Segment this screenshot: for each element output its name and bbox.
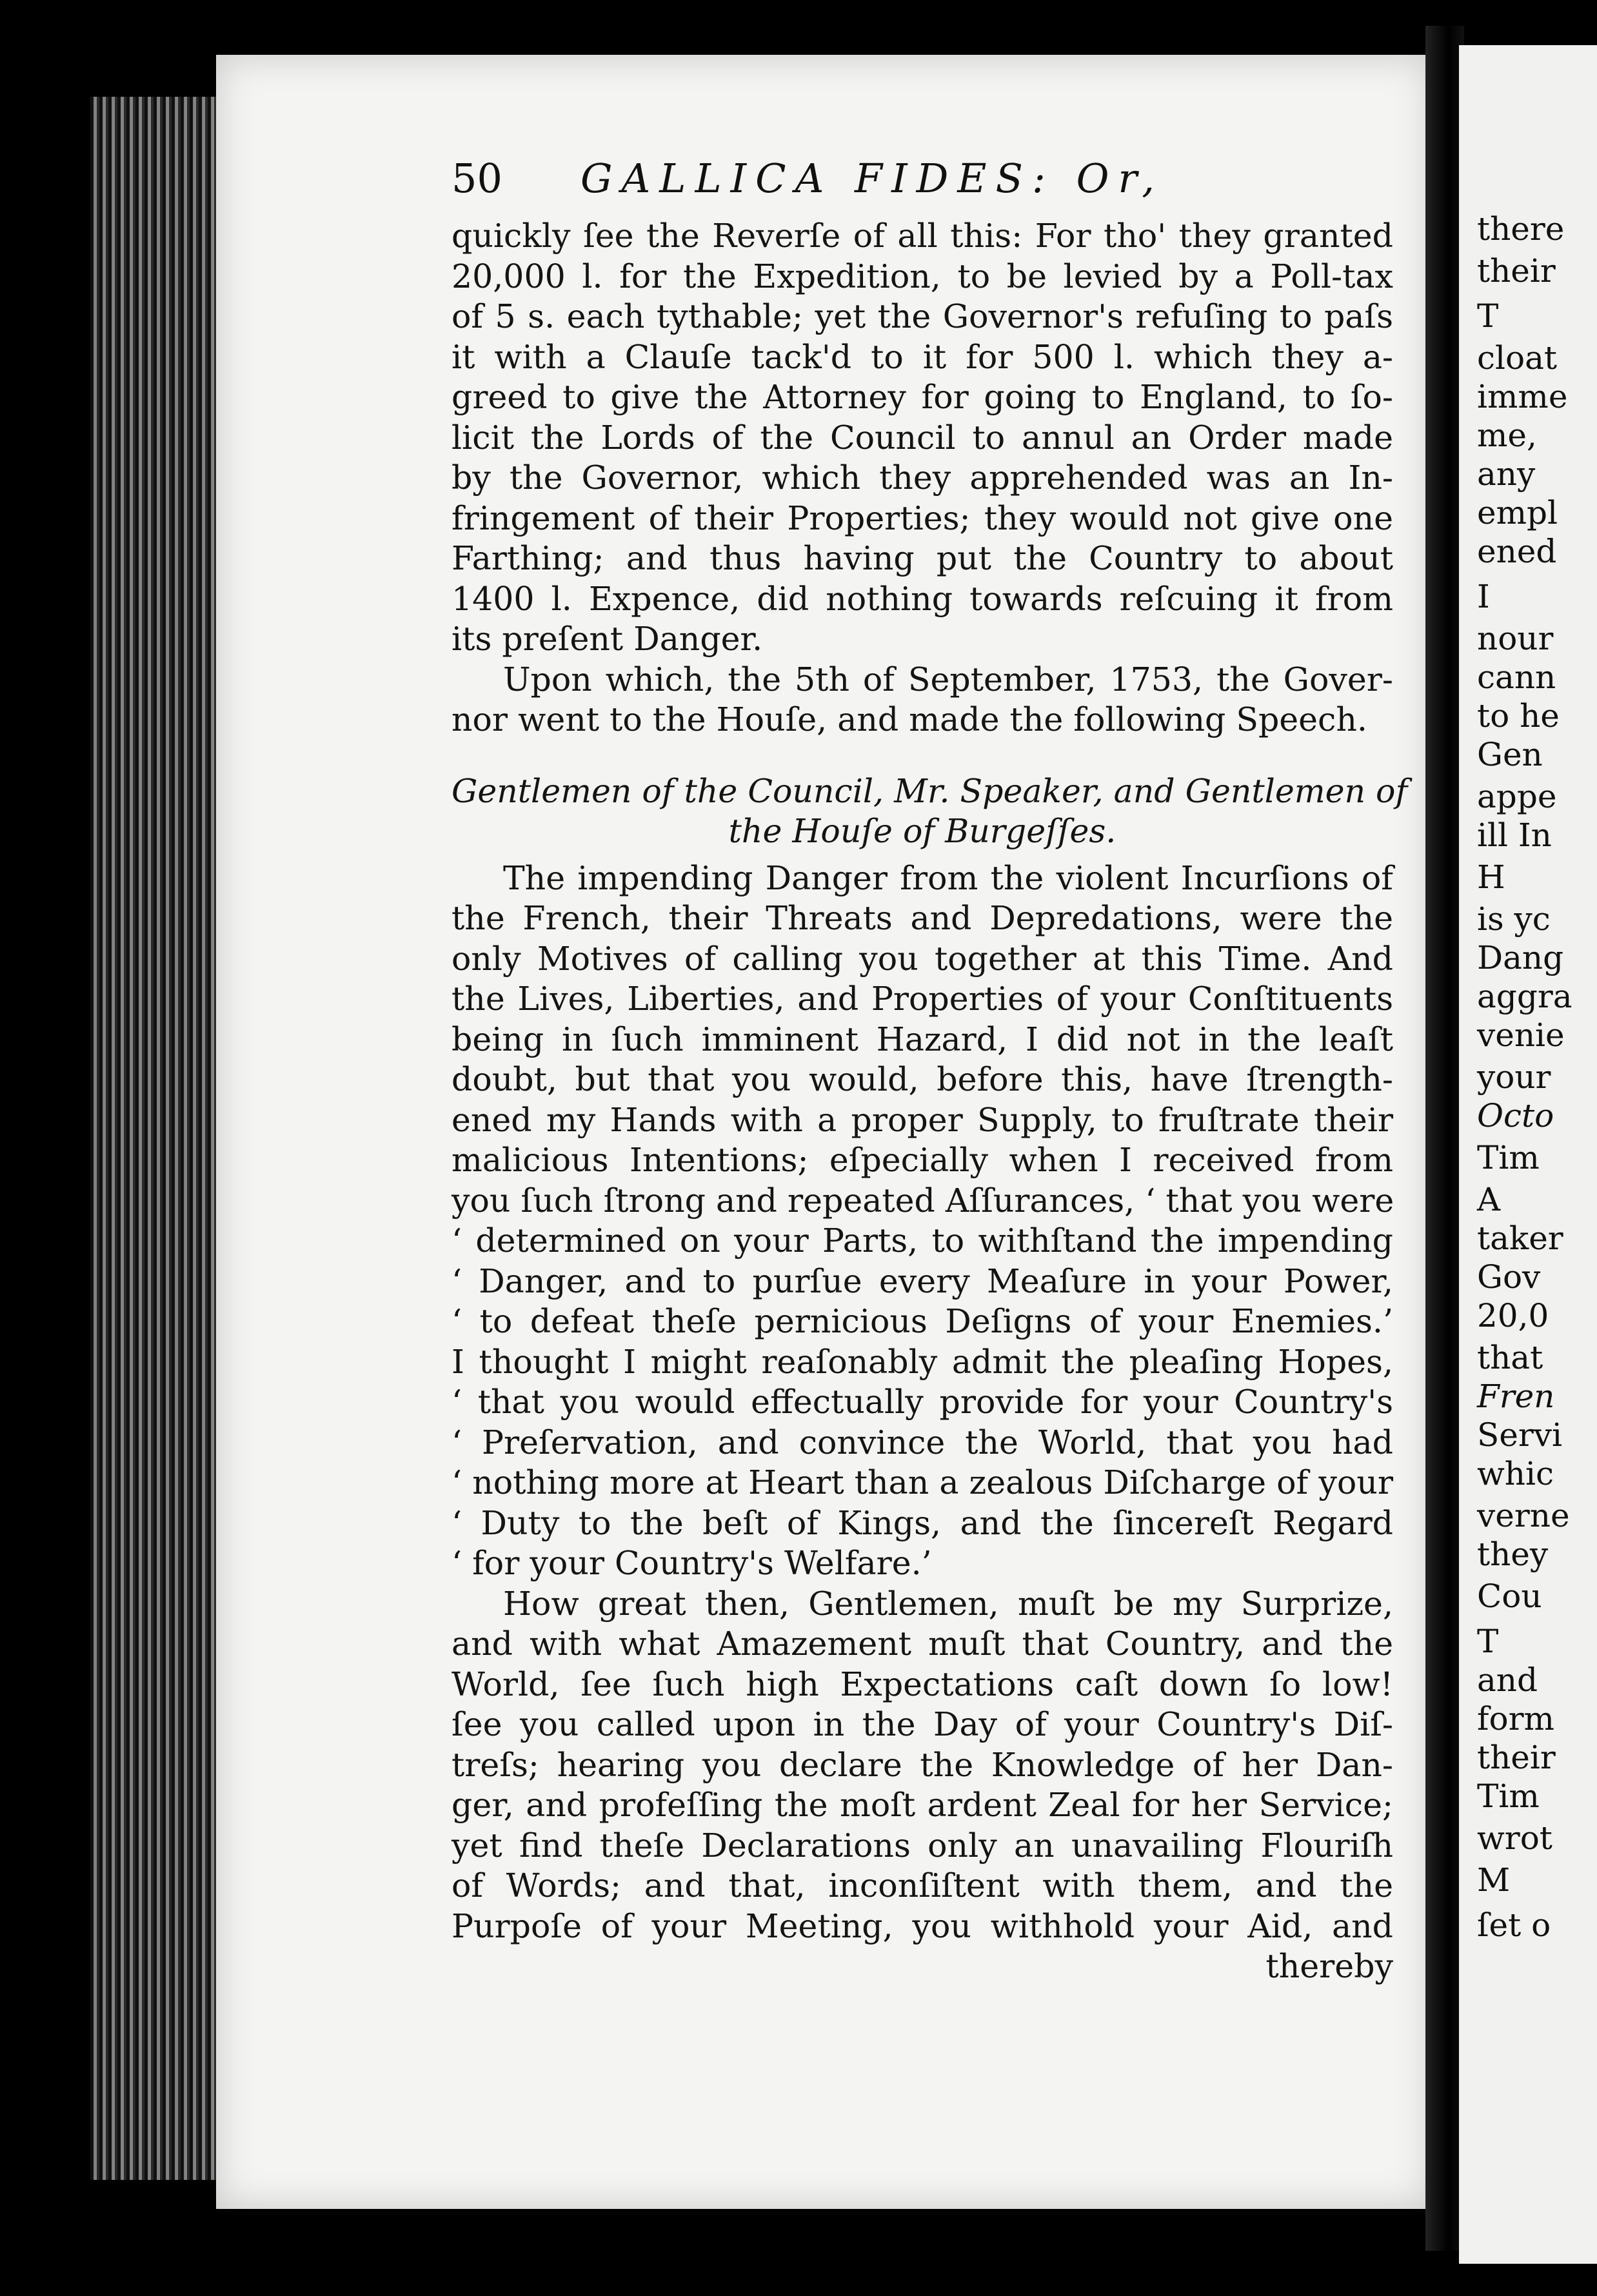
facing-page-fragment: imme — [1477, 378, 1568, 415]
facing-page-fragment: aggra — [1477, 978, 1572, 1015]
facing-page-fragment: ill In — [1477, 816, 1552, 854]
paragraph-3 — [451, 858, 1393, 1584]
text-line: of 5 s. each tythable; yet the Governor's refuſing to paſs — [451, 297, 1393, 335]
facing-page-fragment: any — [1477, 455, 1536, 493]
facing-page-fragment: Dang — [1477, 939, 1564, 976]
text-line: Farthing; and thus having put the Country to about — [451, 539, 1393, 577]
facing-page-fragment: T — [1477, 1623, 1499, 1660]
text-line: ‘ determined on your Parts, to withſtand the impending — [451, 1222, 1393, 1260]
facing-page-fragment: nour — [1477, 620, 1554, 657]
facing-page-fragment: there — [1477, 210, 1565, 248]
text-line: ‘ Preſervation, and convince the World, that you had — [451, 1423, 1393, 1461]
text-line: its preſent Danger. — [451, 620, 763, 658]
text-line: ‘ that you would effectually provide for your Country's — [451, 1383, 1393, 1421]
facing-page-fragment: Servi — [1477, 1416, 1562, 1454]
facing-page-fragment: is yc — [1477, 900, 1551, 938]
facing-page-fragment: ened — [1477, 533, 1557, 570]
facing-page-fragment: they — [1477, 1536, 1549, 1573]
facing-page-fragment: H — [1477, 858, 1505, 896]
facing-page-fragment: verne — [1477, 1497, 1570, 1534]
facing-page-fragment: Cou — [1477, 1578, 1542, 1615]
facing-page-fragment: Tim — [1477, 1139, 1540, 1176]
facing-page-fragment: cann — [1477, 658, 1556, 696]
text-line: ‘ nothing more at Heart than a zealous Diſcharge of your — [451, 1463, 1393, 1501]
text-line: Purpoſe of your Meeting, you withhold your Aid, and — [451, 1906, 1393, 1945]
facing-page-fragment: ſet o — [1477, 1906, 1551, 1944]
running-title: GALLICA FIDES: Or, — [580, 155, 1164, 202]
running-head — [451, 155, 1380, 206]
speech-heading-line-1: Gentlemen of the Council, Mr. Speaker, and Gentlemen of — [451, 771, 1408, 810]
facing-page-fragment: wrot — [1477, 1819, 1552, 1857]
facing-page-fragment: T — [1477, 297, 1499, 335]
facing-page — [1459, 45, 1597, 2264]
text-line: ‘ Danger, and to purſue every Meaſure in your Power, — [451, 1262, 1393, 1300]
text-line: by the Governor, which they apprehended was an In- — [451, 459, 1393, 497]
text-line: 1400 l. Expence, did nothing towards reſcuing it from — [451, 579, 1393, 618]
facing-page-fragment: A — [1477, 1181, 1501, 1218]
facing-page-fragment: venie — [1477, 1016, 1565, 1054]
facing-page-fragment: their — [1477, 252, 1556, 290]
facing-page-fragment: to he — [1477, 697, 1560, 735]
facing-page-fragment: Gov — [1477, 1258, 1541, 1296]
facing-page-fragment: 20,0 — [1477, 1297, 1549, 1334]
page-text — [451, 216, 1408, 1987]
text-line: yet find theſe Declarations only an unavailing Flouriſh — [451, 1826, 1393, 1865]
facing-page-fragment: and — [1477, 1661, 1538, 1699]
text-line: ened my Hands with a proper Supply, to fruſtrate their — [451, 1100, 1393, 1139]
text-line: and with what Amazement muſt that Country, and the — [451, 1625, 1393, 1663]
text-line: I thought I might reaſonably admit the pleaſing Hopes, — [451, 1342, 1393, 1381]
facing-page-fragment: I — [1477, 578, 1490, 615]
text-line: doubt, but that you would, before this, have ſtrength- — [451, 1060, 1393, 1098]
facing-page-fragment: Fren — [1477, 1378, 1555, 1415]
text-line: 20,000 l. for the Expedition, to be levied by a Poll-tax — [451, 257, 1393, 295]
paragraph-1 — [451, 216, 1393, 660]
text-line: Upon which, the 5th of September, 1753, the Gover- — [503, 660, 1393, 698]
facing-page-fragment: Gen — [1477, 736, 1543, 773]
facing-page-fragment: form — [1477, 1700, 1554, 1737]
text-line: ‘ for your Country's Welfare.’ — [451, 1544, 932, 1582]
facing-page-fragment: M — [1477, 1861, 1511, 1899]
text-line: ‘ to defeat theſe pernicious Deſigns of your Enemies.’ — [451, 1302, 1393, 1340]
facing-page-fragment: your — [1477, 1058, 1551, 1096]
facing-page-fragment: their — [1477, 1739, 1556, 1776]
paragraph-2 — [451, 660, 1393, 740]
facing-page-fragment: me, — [1477, 417, 1537, 454]
text-line: nor went to the Houſe, and made the following Speech. — [451, 700, 1367, 738]
text-line: you ſuch ſtrong and repeated Aſſurances, ‘ that you were — [451, 1181, 1394, 1220]
facing-page-fragment: Octo — [1477, 1097, 1554, 1134]
page-number: 50 — [451, 155, 502, 202]
facing-page-fragment: appe — [1477, 778, 1557, 815]
text-line: ‘ Duty to the beſt of Kings, and the ſincereſt Regard — [451, 1503, 1393, 1542]
facing-page-fragment: cloat — [1477, 339, 1557, 377]
text-line: malicious Intentions; eſpecially when I received from — [451, 1141, 1393, 1179]
text-line: treſs; hearing you declare the Knowledge of her Dan- — [451, 1745, 1393, 1784]
facing-page-fragment: taker — [1477, 1220, 1563, 1257]
text-line: How great then, Gentlemen, muſt be my Surprize, — [503, 1584, 1393, 1623]
text-line: it with a Clauſe tack'd to it for 500 l. which they a- — [451, 337, 1393, 376]
text-line: being in ſuch imminent Hazard, I did not in the leaſt — [451, 1020, 1393, 1058]
text-line: licit the Lords of the Council to annul an Order made — [451, 418, 1393, 457]
text-line: the French, their Threats and Depredations, were the — [451, 899, 1393, 937]
facing-page-fragment: that — [1477, 1339, 1543, 1376]
text-line: only Motives of calling you together at this Time. And — [451, 939, 1393, 978]
text-line: fringement of their Properties; they would not give one — [451, 499, 1393, 537]
text-line: ſee you called upon in the Day of your Country's Diſ- — [451, 1705, 1393, 1743]
speech-heading-line-2: the Houſe of Burgeſſes. — [728, 812, 1116, 850]
catchword: thereby — [1265, 1947, 1393, 1985]
text-line: of Words; and that, inconſiſtent with them, and the — [451, 1866, 1393, 1905]
text-line: ger, and profeſſing the moſt ardent Zeal for her Service; — [451, 1786, 1393, 1824]
paragraph-4 — [451, 1584, 1393, 1947]
text-line: the Lives, Liberties, and Properties of your Conſtituents — [451, 980, 1393, 1018]
text-line: greed to give the Attorney for going to England, to ſo- — [451, 378, 1393, 416]
facing-page-fragment: Tim — [1477, 1777, 1540, 1815]
text-line: quickly ſee the Reverſe of all this: For tho' they granted — [451, 217, 1393, 255]
text-line: World, ſee ſuch high Expectations caſt down ſo low! — [451, 1665, 1393, 1703]
facing-page-fragment: empl — [1477, 494, 1558, 531]
book-gutter — [1425, 26, 1464, 2251]
facing-page-fragment: whic — [1477, 1455, 1554, 1492]
text-line: The impending Danger from the violent Incurſions of — [503, 858, 1393, 897]
